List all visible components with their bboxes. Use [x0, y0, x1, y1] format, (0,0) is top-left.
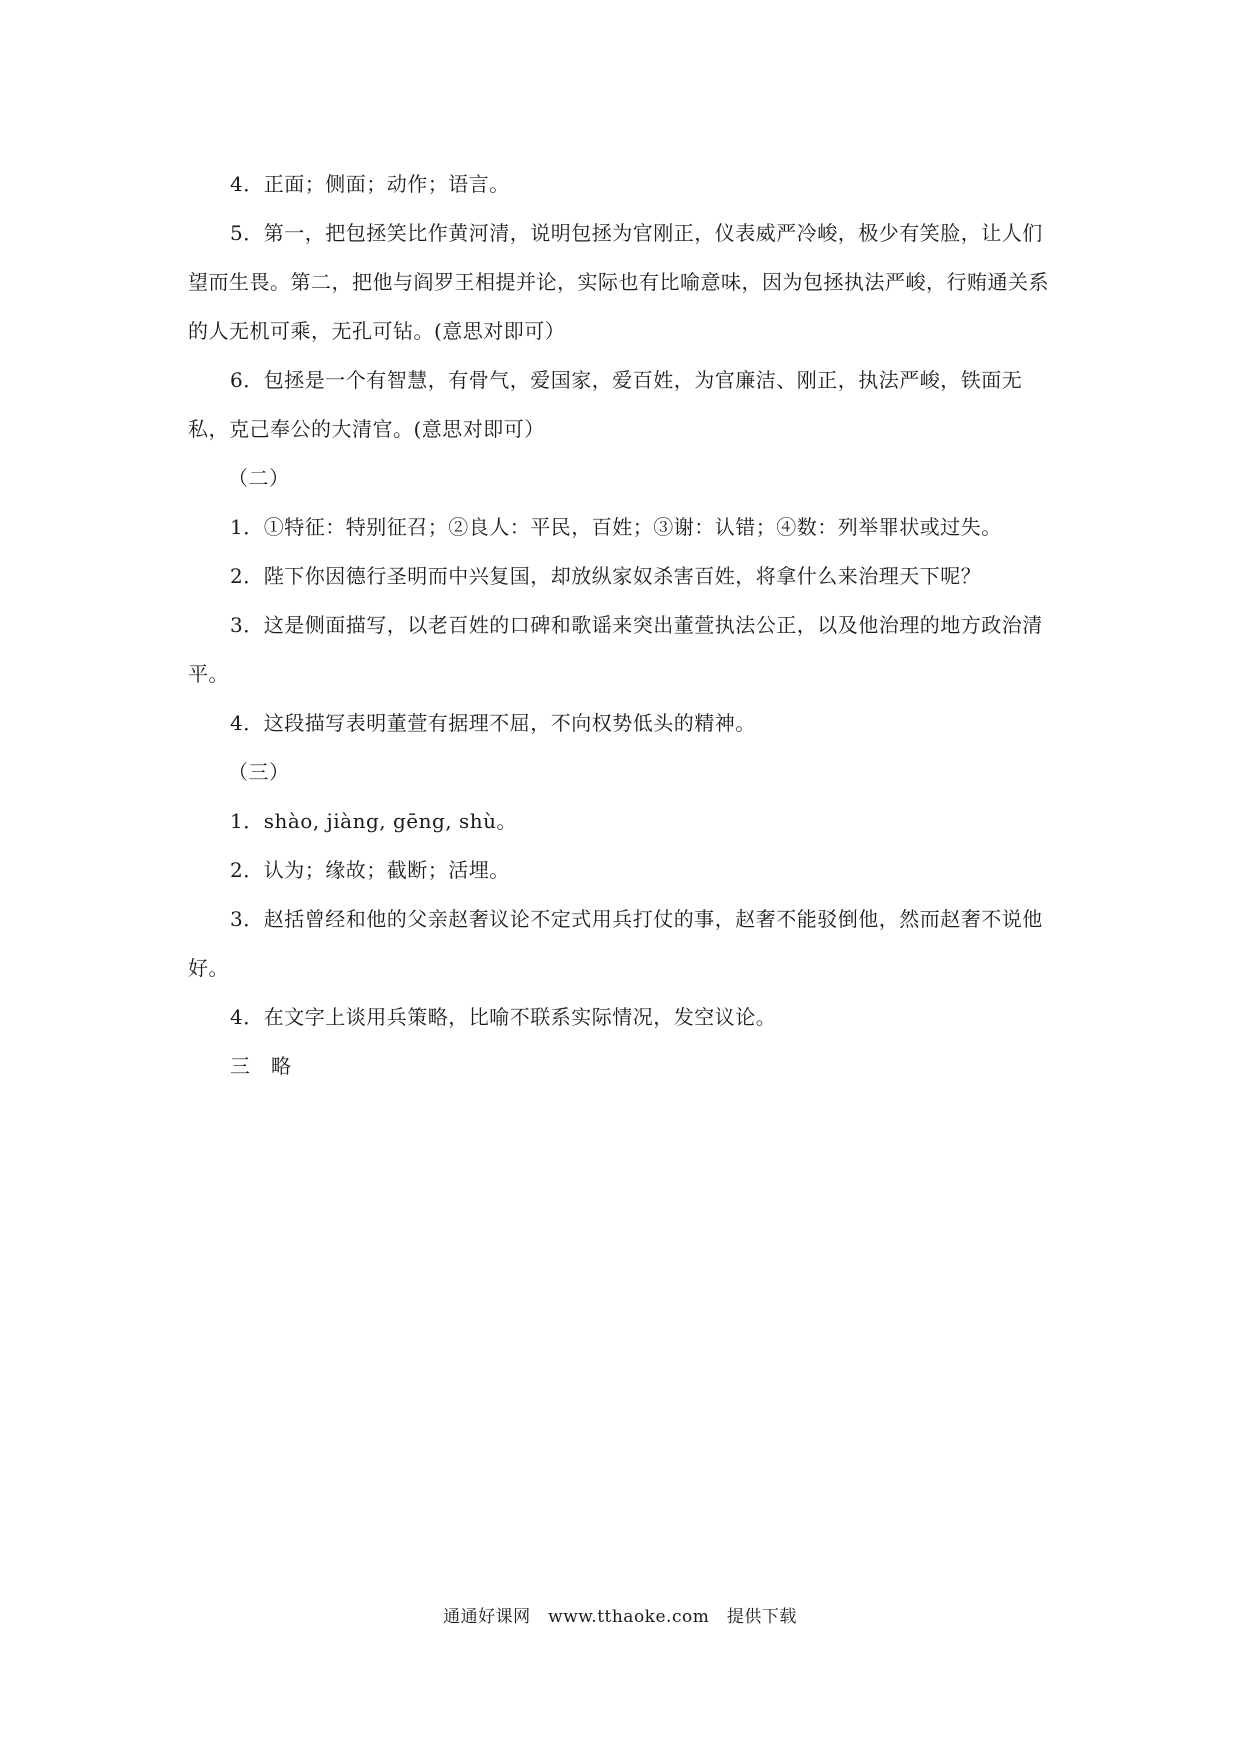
page-footer: 通通好课网 www.tthaoke.com 提供下载	[443, 1607, 797, 1627]
section-heading-two: （二）	[228, 466, 290, 490]
section-two-answer-3: 3．这是侧面描写，以老百姓的口碑和歌谣来突出董萱执法公正，以及他治理的地方政治清平。	[188, 613, 1043, 686]
section-three-answer-2: 2．认为；缘故；截断；活埋。	[230, 858, 510, 882]
section-heading-three: （三）	[228, 760, 290, 784]
answer-4: 4．正面；侧面；动作；语言。	[230, 172, 510, 196]
section-three-answer-3: 3．赵括曾经和他的父亲赵奢议论不定式用兵打仗的事，赵奢不能驳倒他，然而赵奢不说他好。	[188, 907, 1043, 980]
section-two-answer-1: 1．①特征：特别征召；②良人：平民，百姓；③谢：认错；④数：列举罪状或过失。	[230, 515, 1002, 539]
section-two-answer-4: 4．这段描写表明董萱有据理不屈，不向权势低头的精神。	[230, 711, 756, 735]
section-three-answer-1: 1．shào, jiàng, gēng, shù。	[230, 809, 518, 833]
section-two-answer-2: 2．陛下你因德行圣明而中兴复国，却放纵家奴杀害百姓，将拿什么来治理天下呢？	[230, 564, 982, 588]
answer-6: 6．包拯是一个有智慧，有骨气，爱国家，爱百姓，为官廉洁、刚正，执法严峻，铁面无私，克己奉公的大清官。(意思对即可）	[188, 368, 1023, 441]
part-three-omitted: 三 略	[230, 1054, 292, 1078]
document-body	[188, 160, 1056, 1091]
answer-5: 5．第一，把包拯笑比作黄河清，说明包拯为官刚正，仪表威严冷峻，极少有笑脸，让人们望而生畏。第二，把他与阎罗王相提并论，实际也有比喻意味，因为包拯执法严峻，行贿通关系的人无机可乘，无孔可钻。(意思对即可）	[188, 221, 1049, 343]
section-three-answer-4: 4．在文字上谈用兵策略，比喻不联系实际情况，发空议论。	[230, 1005, 777, 1029]
